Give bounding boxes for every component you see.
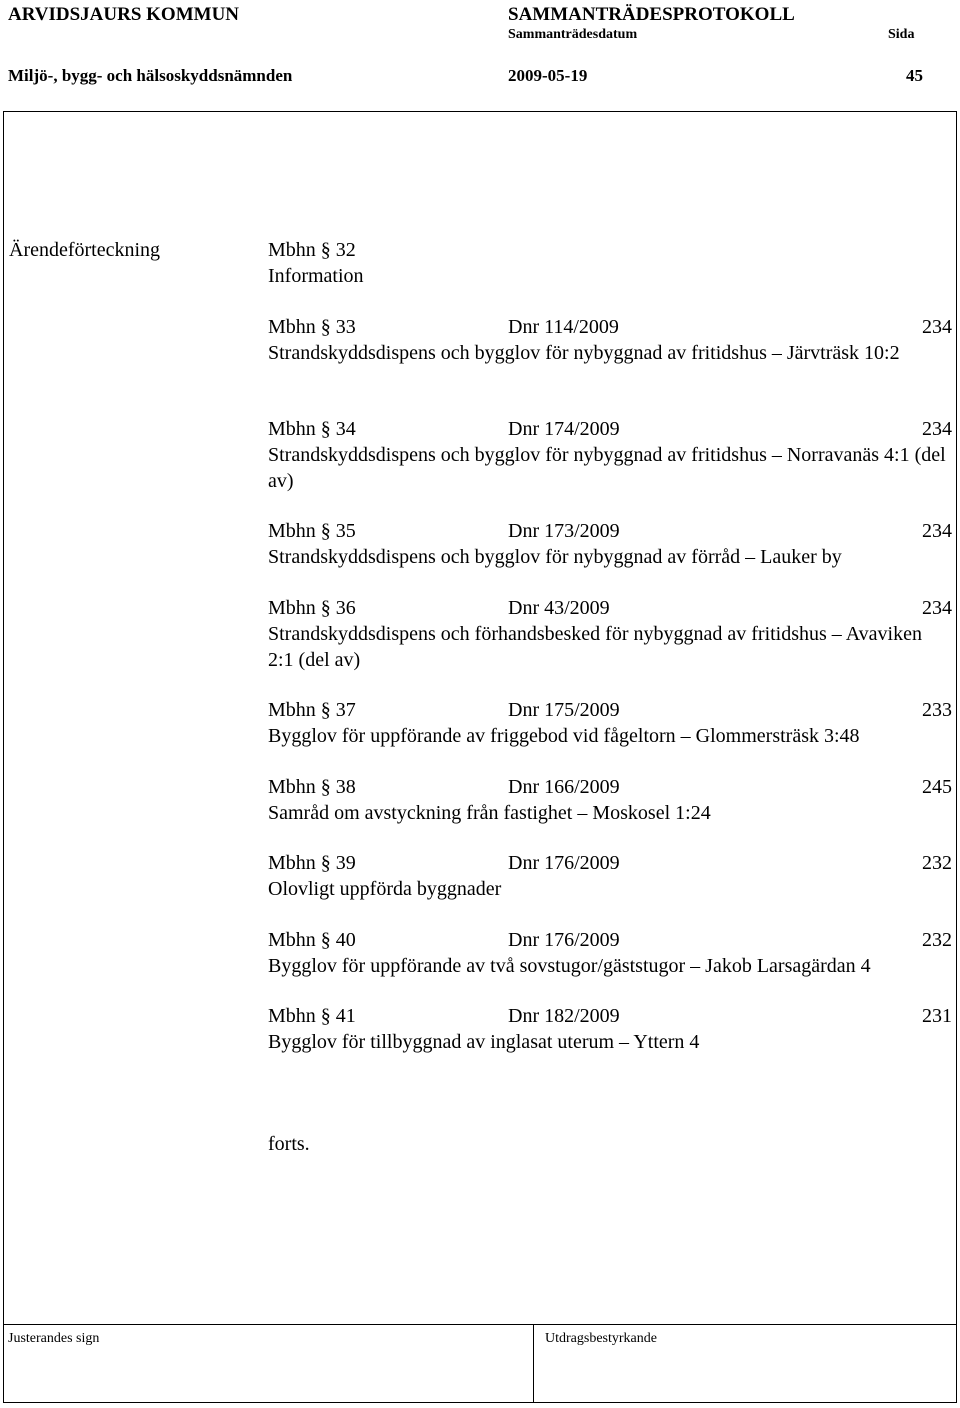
item-description: Strandskyddsdispens och bygglov för nybyggnad av fritidshus – Järvträsk 10:2	[268, 342, 900, 364]
footer-utdragsbestyrkande: Utdragsbestyrkande	[545, 1331, 657, 1346]
meeting-date: 2009-05-19	[508, 66, 588, 85]
item-code: 245	[922, 776, 952, 798]
list-item	[268, 518, 952, 570]
item-description: Information	[268, 265, 364, 287]
item-paragraph: Mbhn § 38	[268, 776, 356, 798]
list-item	[268, 850, 952, 902]
item-dnr: Dnr 176/2009	[508, 852, 620, 874]
org-name: ARVIDSJAURS KOMMUN	[8, 4, 240, 25]
item-paragraph: Mbhn § 37	[268, 699, 356, 721]
item-paragraph: Mbhn § 35	[268, 520, 356, 542]
list-item	[268, 595, 952, 673]
item-paragraph: Mbhn § 34	[268, 418, 356, 440]
page-number: 45	[906, 66, 923, 85]
item-code: 234	[922, 597, 952, 619]
list-item	[268, 416, 952, 494]
item-description: Bygglov för tillbyggnad av inglasat uterum – Yttern 4	[268, 1031, 700, 1053]
item-paragraph: Mbhn § 33	[268, 316, 356, 338]
item-paragraph: Mbhn § 32	[268, 239, 356, 261]
list-item	[268, 697, 952, 749]
item-dnr: Dnr 43/2009	[508, 597, 610, 619]
item-description: Samråd om avstyckning från fastighet – Moskosel 1:24	[268, 802, 711, 824]
list-item	[268, 314, 952, 366]
item-dnr: Dnr 166/2009	[508, 776, 620, 798]
item-description: Olovligt uppförda byggnader	[268, 878, 502, 900]
item-description: Strandskyddsdispens och förhandsbesked för nybyggnad av fritidshus – Avaviken 2:1 (del av)	[268, 623, 922, 671]
list-item	[268, 927, 952, 979]
page-label: Sida	[888, 27, 915, 42]
item-dnr: Dnr 174/2009	[508, 418, 620, 440]
committee-name: Miljö-, bygg- och hälsoskyddsnämnden	[8, 66, 293, 85]
item-code: 234	[922, 316, 952, 338]
item-dnr: Dnr 182/2009	[508, 1005, 620, 1027]
item-description: Strandskyddsdispens och bygglov för nybyggnad av förråd – Lauker by	[268, 546, 842, 568]
item-paragraph: Mbhn § 41	[268, 1005, 356, 1027]
item-code: 232	[922, 852, 952, 874]
document-type: SAMMANTRÄDESPROTOKOLL	[508, 4, 795, 25]
item-dnr: Dnr 176/2009	[508, 929, 620, 951]
item-paragraph: Mbhn § 39	[268, 852, 356, 874]
item-code: 233	[922, 699, 952, 721]
item-code: 232	[922, 929, 952, 951]
item-description: Bygglov för uppförande av friggebod vid fågeltorn – Glommersträsk 3:48	[268, 725, 860, 747]
footer-divider-horizontal	[3, 1324, 957, 1325]
item-code: 231	[922, 1005, 952, 1027]
item-description: Bygglov för uppförande av två sovstugor/gäststugor – Jakob Larsagärdan 4	[268, 955, 871, 977]
date-label: Sammanträdesdatum	[508, 27, 638, 42]
footer-divider-vertical	[533, 1324, 534, 1403]
list-item	[268, 237, 952, 289]
item-dnr: Dnr 173/2009	[508, 520, 620, 542]
list-item	[268, 774, 952, 826]
footer-justerandes-sign: Justerandes sign	[8, 1331, 100, 1346]
list-item	[268, 1003, 952, 1055]
section-title: Ärendeförteckning	[9, 239, 161, 261]
content-frame	[3, 111, 957, 1403]
item-paragraph: Mbhn § 36	[268, 597, 356, 619]
item-dnr: Dnr 175/2009	[508, 699, 620, 721]
continuation-note: forts.	[268, 1133, 310, 1155]
item-paragraph: Mbhn § 40	[268, 929, 356, 951]
item-code: 234	[922, 520, 952, 542]
item-code: 234	[922, 418, 952, 440]
item-dnr: Dnr 114/2009	[508, 316, 619, 338]
item-description: Strandskyddsdispens och bygglov för nybyggnad av fritidshus – Norravanäs 4:1 (del av)	[268, 444, 946, 492]
